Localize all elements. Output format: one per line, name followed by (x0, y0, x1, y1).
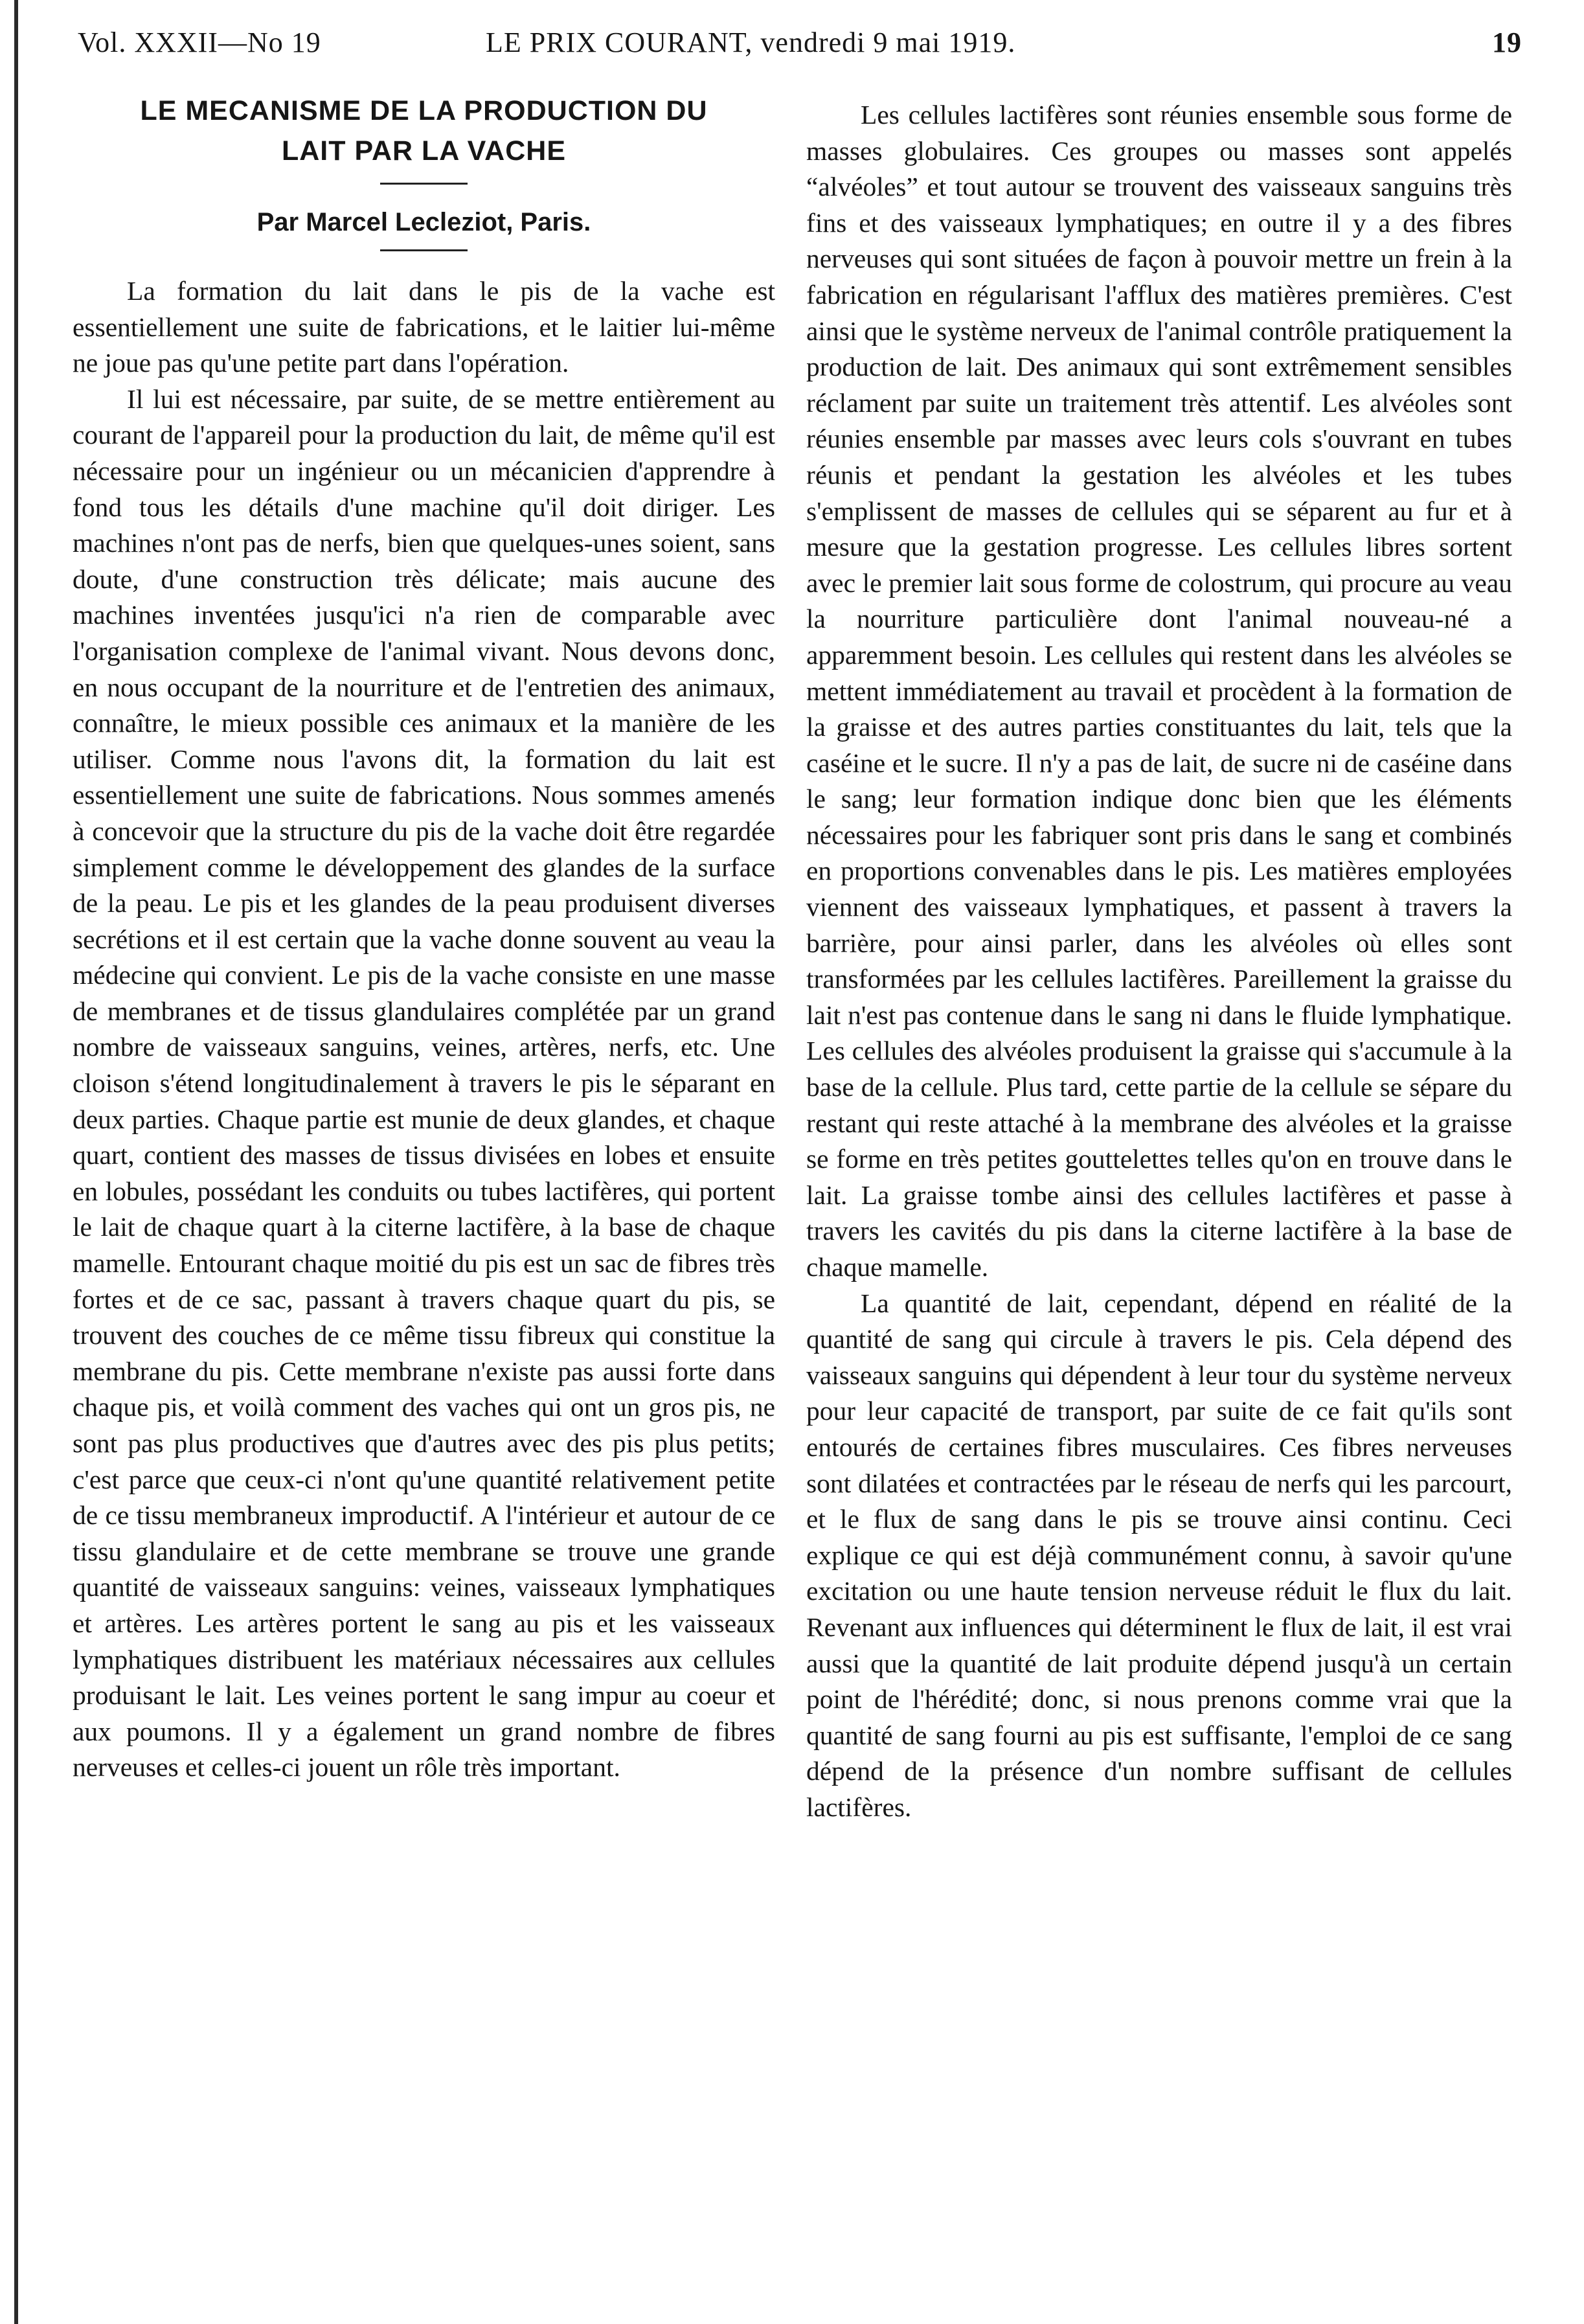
page-edge-rule (14, 0, 18, 2324)
page-number: 19 (1492, 27, 1522, 58)
volume-number: Vol. XXXII—No 19 (78, 27, 321, 58)
byline-divider (380, 249, 468, 251)
left-column (73, 91, 775, 1786)
article-title: LE MECANISME DE LA PRODUCTION DU LAIT PAR LA VACHE (140, 95, 708, 166)
page-header (78, 26, 1522, 84)
right-paragraph-1: Les cellules lactifères sont réunies ensemble sous forme de masses globulaires. Ces groupes ou masses sont appelés “alvéoles” et tout autour se trouvent des vaisseaux sanguins très fins et des vaisseaux lymphatiques; en outre il y a des fibres nerveuses qui sont situées de façon à pouvoir mettre un frein à la fabrication en régularisant l'afflux des matières premières. C'est ainsi que le système nerveux de l'animal contrôle pratiquement la production de lait. Des animaux qui sont extrêmement sensibles réclament par suite un traitement très attentif. Les alvéoles sont réunies ensemble par masses avec leurs cols s'ouvrant en tubes réunis et pendant la gestation les alvéoles et les tubes s'emplissent de masses de cellules qui se séparent au fur et à mesure que la gestation progresse. Les cellules libres sortent avec le premier lait sous forme de colostrum, qui procure au veau la nourriture particulière dont l'animal nouveau-né a apparemment besoin. Les cellules qui restent dans les alvéoles se mettent immédiatement au travail et procèdent à la formation de la graisse et des autres parties constituantes du lait, tels que la caséine et le sucre. Il n'y a pas de lait, de sucre ni de caséine dans le sang; leur formation indique donc bien que les éléments nécessaires pour les fabriquer sont pris dans le sang et combinés en proportions convenables dans le pis. Les matières employées viennent des vaisseaux lymphatiques, et passent à travers la barrière, pour ainsi parler, dans les alvéoles où elles sont transformées par les cellules lactifères. Pareillement la graisse du lait n'est pas contenue dans le sang ni dans le fluide lymphatique. Les cellules des alvéoles produisent la graisse qui s'accumule à la base de la cellule. Plus tard, cette partie de la cellule se sépare du restant qui reste attaché à la membrane des alvéoles et la graisse se forme en très petites gouttelettes telles qu'on en trouve dans le lait. La graisse tombe ainsi des cellules lactifères et passe à travers les cavités du pis dans la citerne lactifère à la base de chaque mamelle. (806, 100, 1512, 1282)
left-paragraph-1: La formation du lait dans le pis de la vache est essentiellement une suite de fabrications, et le laitier lui-même ne joue pas qu'une petite part dans l'opération. (73, 276, 775, 378)
right-column (806, 97, 1512, 1826)
left-paragraph-2: Il lui est nécessaire, par suite, de se mettre entièrement au courant de l'appareil pour la production du lait, de même qu'il est nécessaire pour un ingénieur ou un mécanicien d'apprendre à fond tous les détails d'une machine qu'il doit diriger. Les machines n'ont pas de nerfs, bien que quelques-unes soient, sans doute, d'une construction très délicate; mais aucune des machines inventées jusqu'ici n'a rien de comparable avec l'organisation complexe de l'animal vivant. Nous devons donc, en nous occupant de la nourriture et de l'entretien des animaux, connaître, le mieux possible ces animaux et la manière de les utiliser. Comme nous l'avons dit, la formation du lait est essentiellement une suite de fabrications. Nous sommes amenés à concevoir que la structure du pis de la vache doit être regardée simplement comme le développement des glandes de la surface de la peau. Le pis et les glandes de la peau produisent diverses secrétions et il est certain que la vache donne souvent au veau la médecine qui convient. Le pis de la vache consiste en une masse de membranes et de tissus glandulaires complétée par un grand nombre de vaisseaux sanguins, veines, artères, nerfs, etc. Une cloison s'étend longitudinalement à travers le pis le séparant en deux parties. Chaque partie est munie de deux glandes, et chaque quart, contient des masses de tissus divisées en lobes et ensuite en lobules, possédant les conduits ou tubes lactifères, qui portent le lait de chaque quart à la citerne lactifère, à la base de chaque mamelle. Entourant chaque moitié du pis est un sac de fibres très fortes et de ce sac, passant à travers chaque quart du pis, se trouvent des couches de ce même tissu fibreux qui constitue la membrane du pis. Cette membrane n'existe pas aussi forte dans chaque pis, et voilà comment des vaches qui ont un gros pis, ne sont pas plus productives que d'autres avec des pis plus petits; c'est parce que ceux-ci n'ont qu'une quantité relativement petite de ce tissu membraneux improductif. A l'intérieur et autour de ce tissu glandulaire et de cette membrane se trouve une grande quantité de vaisseaux sanguins: veines, vaisseaux lymphatiques et artères. Les artères portent le sang au pis et les vaisseaux lymphatiques distribuent les matériaux nécessaires aux cellules produisant le lait. Les veines portent le sang impur au coeur et aux poumons. Il y a également un grand nombre de fibres nerveuses et celles-ci jouent un rôle très important. (73, 383, 775, 1783)
right-paragraph-2: La quantité de lait, cependant, dépend en réalité de la quantité de sang qui circule à travers le pis. Cela dépend des vaisseaux sanguins qui dépendent à leur tour du système nerveux pour leur capacité de transport, par suite de ce fait qu'ils sont entourés de certaines fibres musculaires. Ces fibres nerveuses sont dilatées et contractées par le réseau de nerfs qui les parcourt, et le flux de sang dans le pis se trouve ainsi continu. Ceci explique ce qui est déjà communément connu, à savoir qu'une excitation ou une haute tension nerveuse réduit le flux du lait. Revenant aux influences qui déterminent le flux de lait, il est vrai aussi que la quantité de lait produite dépend jusqu'à un certain point de l'hérédité; donc, si nous prenons comme vrai que la quantité de sang fourni au pis est suffisante, l'emploi de ce sang dépend de la présence d'un nombre suffisant de cellules lactifères. (806, 1288, 1512, 1822)
title-divider (380, 183, 468, 185)
article-byline: Par Marcel Lecleziot, Paris. (256, 208, 591, 236)
masthead: LE PRIX COURANT, vendredi 9 mai 1919. (486, 27, 1016, 58)
